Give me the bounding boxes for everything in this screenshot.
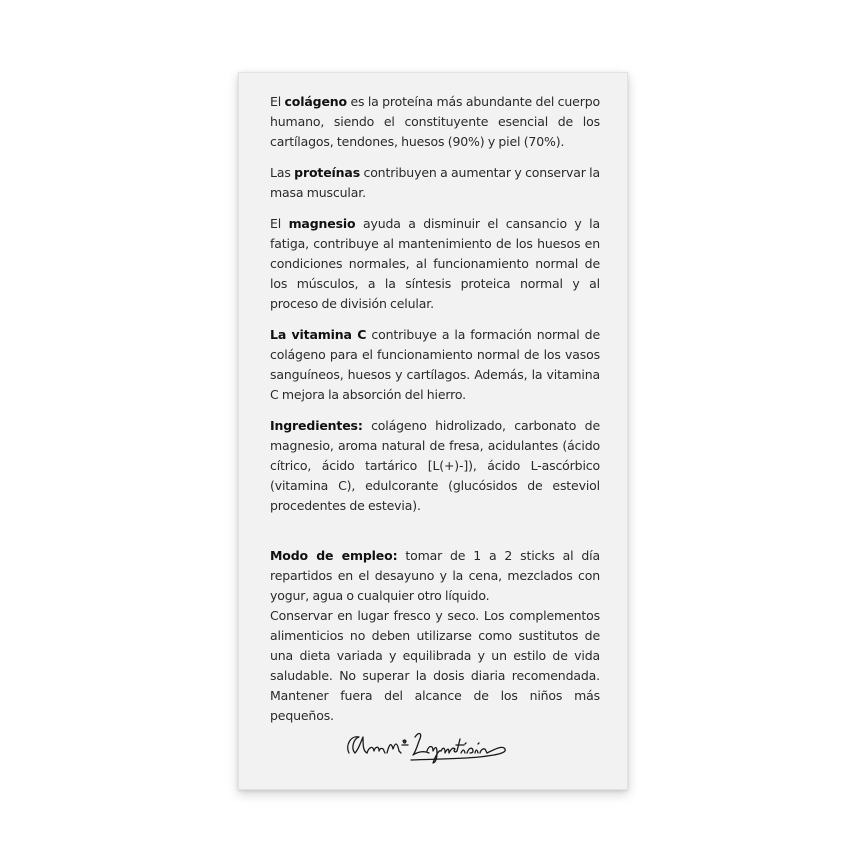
label-text-block [270, 92, 600, 726]
signature-image [339, 723, 509, 767]
paragraph-text: es la proteína más abundante del cuerpo humano, siendo el constituyente esencial de los cartílagos, tendones, huesos (90%) y piel (70%). [270, 94, 600, 149]
paragraph-text: El [270, 216, 289, 231]
paragraph-storage-warning: Conservar en lugar fresco y seco. Los complementos alimenticios no deben utilizarse como sustitutos de una dieta variada y equilibrada y un estilo de vida saludable. No superar la dosis diaria recomendada. Mantener fuera del alcance de los niños más pequeños. [270, 608, 600, 723]
paragraph-text: Las [270, 165, 295, 180]
paragraph-keyword: La vitamina C [270, 327, 367, 342]
paragraph-text: ayuda a disminuir el cansancio y la fatiga, contribuye al mantenimiento de los huesos en condiciones normales, al funcionamiento normal de los músculos, a la síntesis proteica normal y al proceso de división celular. [270, 216, 600, 311]
paragraph-ingredients [270, 416, 600, 516]
paragraph-text: El [270, 94, 285, 109]
paragraph-proteins [270, 163, 600, 203]
product-box-back-panel [238, 72, 628, 790]
paragraph-text: contribuyen a aumentar y conservar la masa muscular. [270, 165, 600, 200]
paragraph-keyword: Modo de empleo: [270, 548, 398, 563]
paragraph-vitamin-c [270, 325, 600, 405]
paragraph-keyword: colágeno [284, 94, 347, 109]
paragraph-usage [270, 546, 600, 606]
paragraph-text: colágeno hidrolizado, carbonato de magnesio, aroma natural de fresa, acidulantes (ácido cítrico, ácido tartárico [L(+)-]), ácido L-ascórbico (vitamina C), edulcorante (glucósidos de esteviol procedentes de estevia). [270, 418, 600, 513]
paragraph-keyword: magnesio [288, 216, 356, 231]
paragraph-text: tomar de 1 a 2 sticks al día repartidos en el desayuno y la cena, mezclados con yogur, agua o cualquier otro líquido. [270, 548, 600, 603]
paragraph-collagen [270, 92, 600, 152]
paragraph-magnesium [270, 214, 600, 314]
paragraph-keyword: Ingredientes: [270, 418, 363, 433]
paragraph-text: contribuye a la formación normal de colágeno para el funcionamiento normal de los vasos sanguíneos, huesos y cartílagos. Además, la vitamina C mejora la absorción del hierro. [270, 327, 600, 402]
paragraph-keyword: proteínas [294, 165, 361, 180]
